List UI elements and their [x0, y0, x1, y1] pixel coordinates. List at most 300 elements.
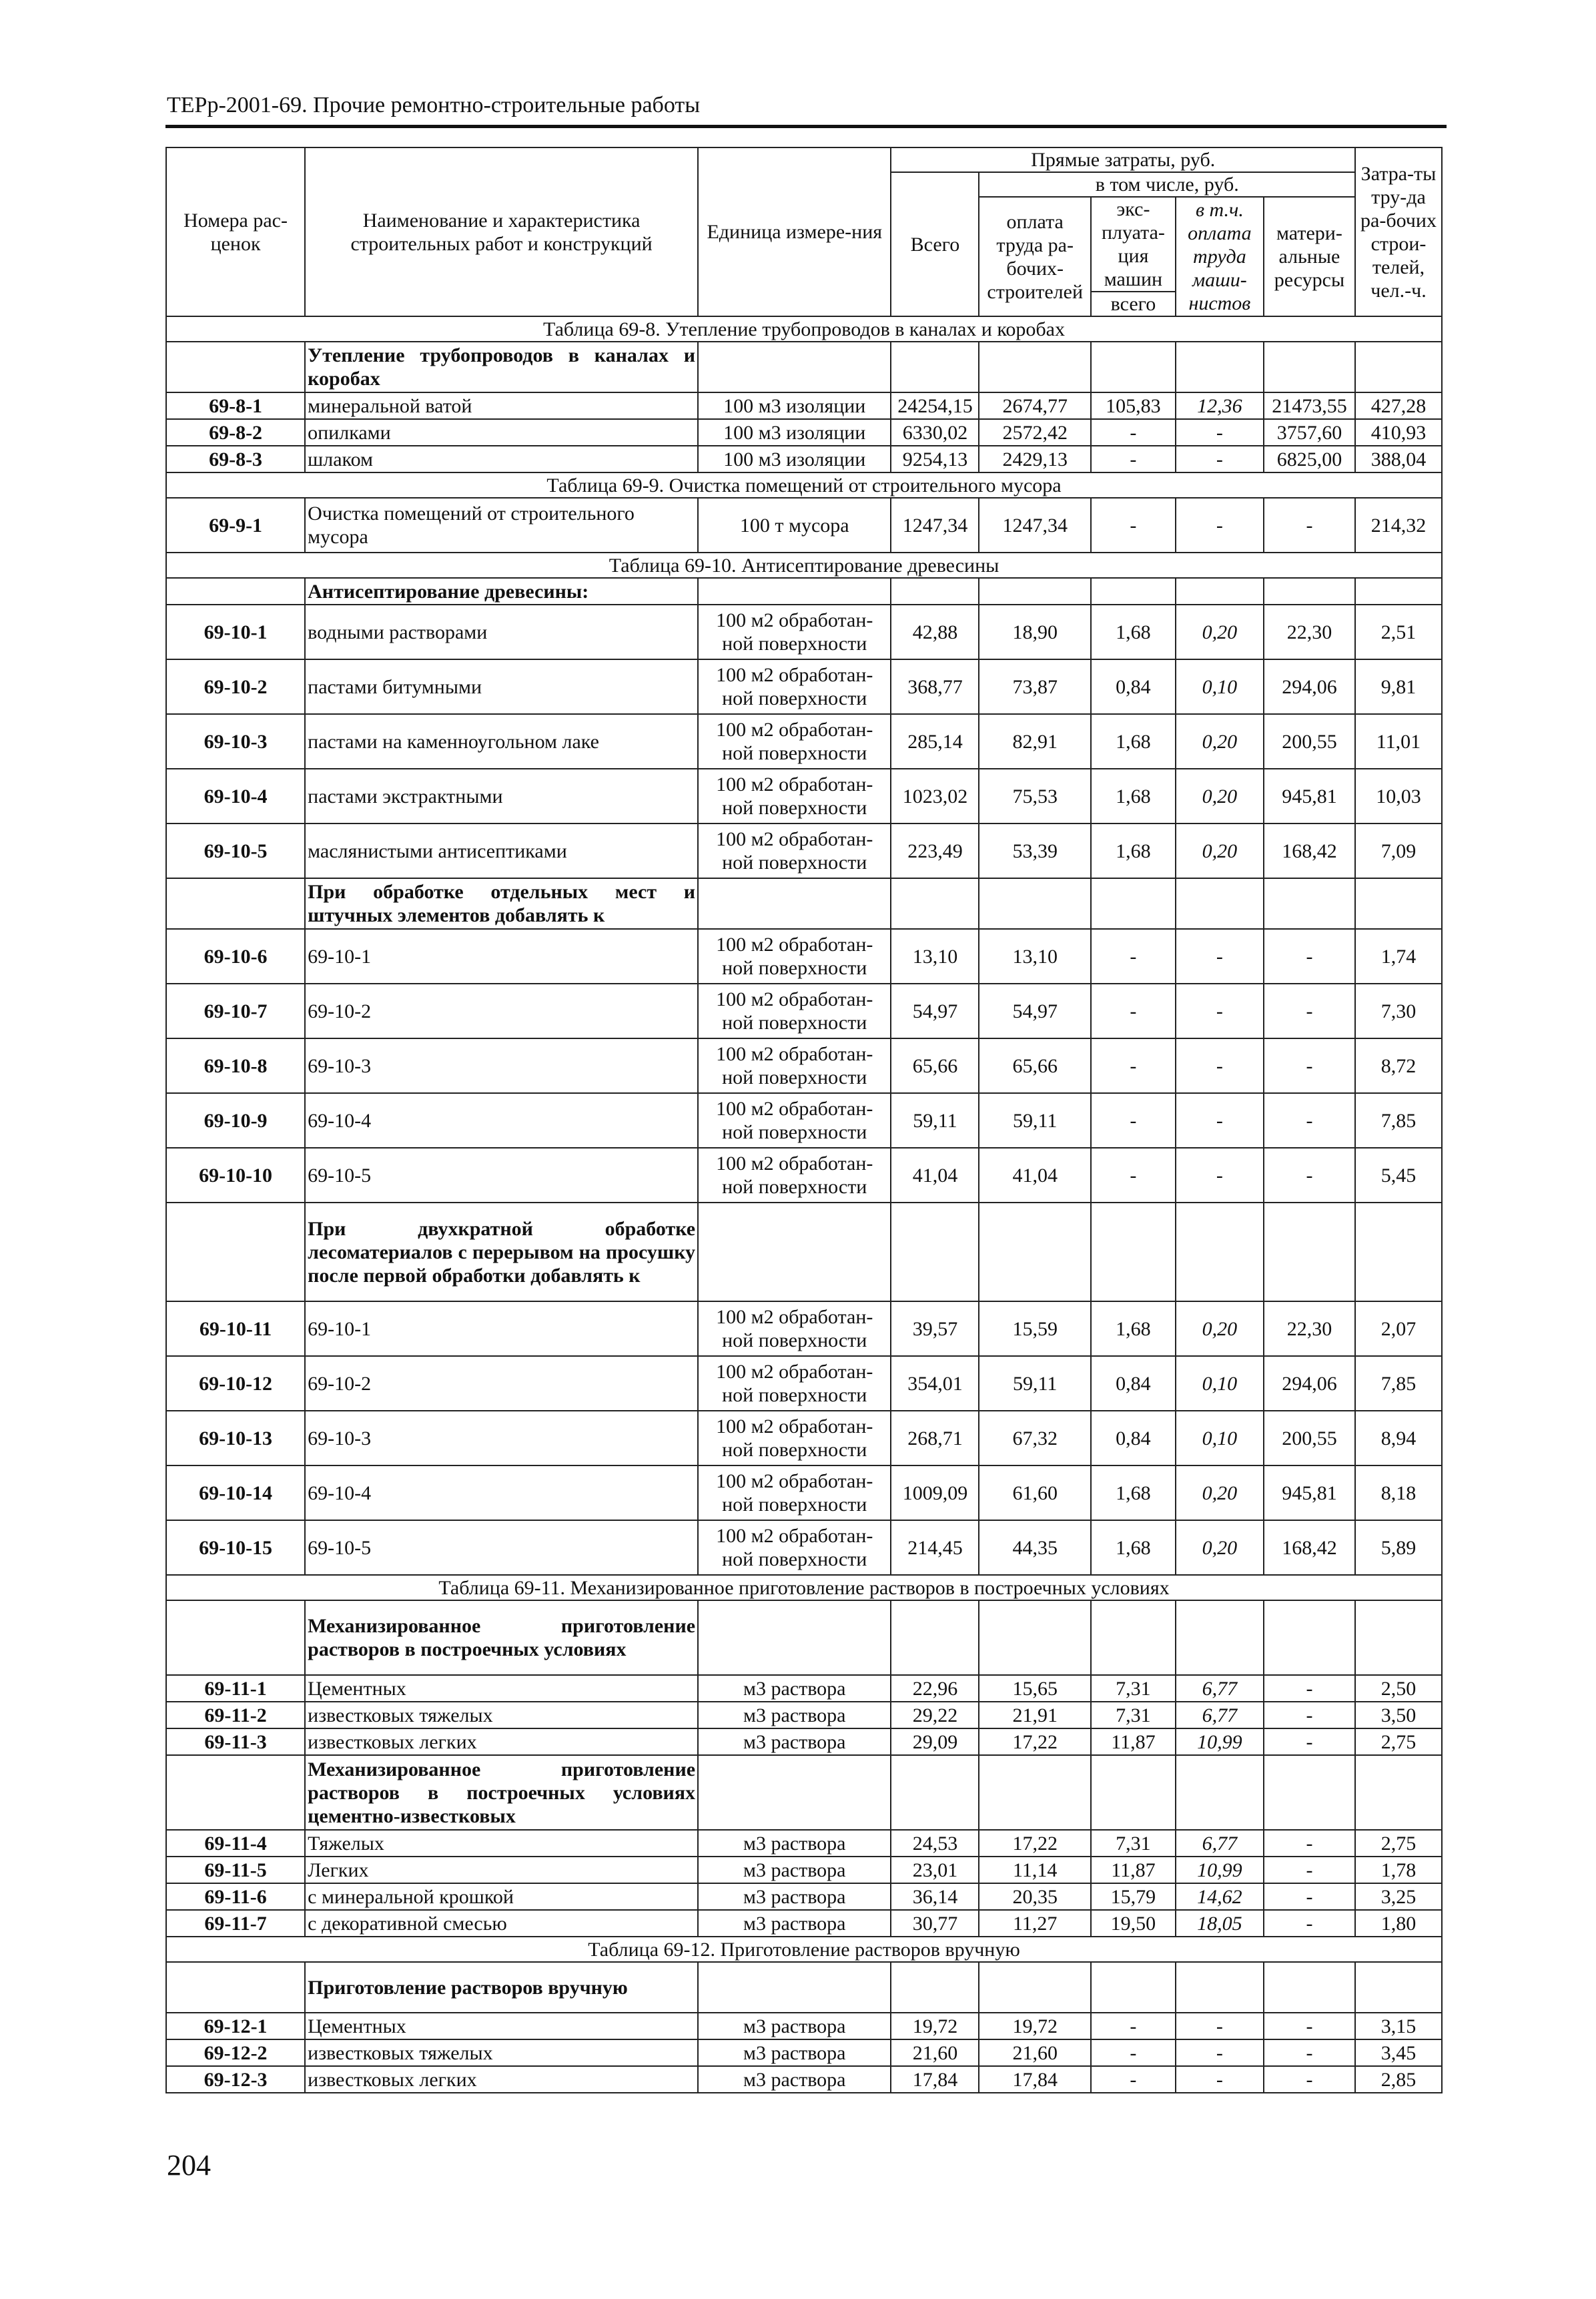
rate-code: 69-12-3 — [166, 2066, 305, 2093]
machinist-pay: - — [1176, 929, 1264, 984]
header-total: Всего — [891, 172, 979, 316]
table-row — [166, 446, 1442, 472]
group-empty-cell — [1264, 1600, 1355, 1675]
table-row — [166, 1702, 1442, 1728]
labor-pay: 15,59 — [979, 1301, 1091, 1356]
cost-total: 54,97 — [891, 984, 979, 1038]
rate-code: 69-10-13 — [166, 1411, 305, 1465]
labor-pay: 53,39 — [979, 824, 1091, 878]
unit-of-measure: 100 м2 обработан-ной поверхности — [698, 1356, 891, 1411]
machinist-pay: 0,20 — [1176, 1301, 1264, 1356]
machinist-pay: - — [1176, 419, 1264, 446]
machinist-pay: 10,99 — [1176, 1857, 1264, 1883]
work-name: известковых тяжелых — [305, 1702, 698, 1728]
labor-pay: 41,04 — [979, 1148, 1091, 1203]
header-machine-ops: экс-плуата-ция машин — [1091, 197, 1176, 292]
machine-ops-total: 7,31 — [1091, 1702, 1176, 1728]
cost-total: 19,72 — [891, 2013, 979, 2039]
group-row — [166, 1600, 1442, 1675]
work-name: 69-10-2 — [305, 984, 698, 1038]
labor-hours: 8,18 — [1355, 1465, 1442, 1520]
cost-total: 354,01 — [891, 1356, 979, 1411]
cost-total: 368,77 — [891, 659, 979, 714]
machine-ops-total: 15,79 — [1091, 1883, 1176, 1910]
rate-code: 69-10-11 — [166, 1301, 305, 1356]
header-name: Наименование и характеристика строительных работ и конструкций — [305, 147, 698, 316]
header-unit: Единица измере-ния — [698, 147, 891, 316]
table-row — [166, 984, 1442, 1038]
group-empty-cell — [891, 1755, 979, 1830]
machine-ops-total: - — [1091, 984, 1176, 1038]
title-rule — [165, 125, 1447, 128]
machinist-pay: 0,20 — [1176, 714, 1264, 769]
labor-pay: 2429,13 — [979, 446, 1091, 472]
rate-code: 69-11-6 — [166, 1883, 305, 1910]
group-empty-cell — [698, 878, 891, 929]
group-empty-cell — [1355, 342, 1442, 392]
group-code-cell — [166, 878, 305, 929]
table-section-title: Таблица 69-11. Механизированное приготовление растворов в построечных условиях — [166, 1575, 1442, 1600]
machinist-pay: 10,99 — [1176, 1728, 1264, 1755]
materials-cost: 945,81 — [1264, 769, 1355, 824]
unit-of-measure: м3 раствора — [698, 1675, 891, 1702]
table-row — [166, 714, 1442, 769]
group-empty-cell — [979, 1600, 1091, 1675]
work-name: шлаком — [305, 446, 698, 472]
table-row — [166, 1411, 1442, 1465]
cost-total: 41,04 — [891, 1148, 979, 1203]
work-name: минеральной ватой — [305, 392, 698, 419]
table-row — [166, 1301, 1442, 1356]
table-row — [166, 498, 1442, 553]
table-row — [166, 1093, 1442, 1148]
cost-total: 24,53 — [891, 1830, 979, 1857]
group-empty-cell — [1091, 1755, 1176, 1830]
labor-hours: 2,50 — [1355, 1675, 1442, 1702]
labor-hours: 3,15 — [1355, 2013, 1442, 2039]
machinist-pay: - — [1176, 2013, 1264, 2039]
labor-pay: 17,84 — [979, 2066, 1091, 2093]
group-empty-cell — [1091, 342, 1176, 392]
labor-hours: 8,94 — [1355, 1411, 1442, 1465]
labor-hours: 2,85 — [1355, 2066, 1442, 2093]
cost-total: 42,88 — [891, 605, 979, 659]
labor-hours: 3,45 — [1355, 2039, 1442, 2066]
unit-of-measure: 100 м3 изоляции — [698, 446, 891, 472]
machine-ops-total: 1,68 — [1091, 1520, 1176, 1575]
machine-ops-total: 1,68 — [1091, 824, 1176, 878]
cost-total: 24254,15 — [891, 392, 979, 419]
work-name: водными растворами — [305, 605, 698, 659]
materials-cost: - — [1264, 1910, 1355, 1937]
unit-of-measure: м3 раствора — [698, 2066, 891, 2093]
table-row — [166, 2039, 1442, 2066]
labor-hours: 2,75 — [1355, 1830, 1442, 1857]
unit-of-measure: 100 м2 обработан-ной поверхности — [698, 824, 891, 878]
labor-pay: 11,27 — [979, 1910, 1091, 1937]
unit-of-measure: 100 м2 обработан-ной поверхности — [698, 714, 891, 769]
cost-total: 29,09 — [891, 1728, 979, 1755]
group-empty-cell — [891, 1600, 979, 1675]
machinist-pay: 6,77 — [1176, 1702, 1264, 1728]
rate-code: 69-8-3 — [166, 446, 305, 472]
cost-total: 39,57 — [891, 1301, 979, 1356]
group-title: Механизированное приготовление растворов в построечных условиях — [305, 1600, 698, 1675]
rate-code: 69-10-15 — [166, 1520, 305, 1575]
work-name: 69-10-4 — [305, 1093, 698, 1148]
work-name: 69-10-2 — [305, 1356, 698, 1411]
unit-of-measure: 100 м2 обработан-ной поверхности — [698, 929, 891, 984]
machine-ops-total: 11,87 — [1091, 1857, 1176, 1883]
group-row — [166, 1203, 1442, 1301]
group-empty-cell — [698, 342, 891, 392]
labor-hours: 9,81 — [1355, 659, 1442, 714]
cost-total: 268,71 — [891, 1411, 979, 1465]
labor-hours: 3,50 — [1355, 1702, 1442, 1728]
unit-of-measure: 100 м2 обработан-ной поверхности — [698, 1038, 891, 1093]
rate-code: 69-12-1 — [166, 2013, 305, 2039]
machinist-pay: - — [1176, 1038, 1264, 1093]
table-row — [166, 1356, 1442, 1411]
machinist-pay: 6,77 — [1176, 1830, 1264, 1857]
machine-ops-total: 7,31 — [1091, 1830, 1176, 1857]
cost-total: 22,96 — [891, 1675, 979, 1702]
group-title: При двухкратной обработке лесоматериалов с перерывом на просушку после первой обработки добавлять к — [305, 1203, 698, 1301]
header-machine-ops-total: всего — [1091, 292, 1176, 316]
table-row — [166, 1038, 1442, 1093]
group-empty-cell — [698, 1600, 891, 1675]
rate-code: 69-11-4 — [166, 1830, 305, 1857]
rate-code: 69-10-3 — [166, 714, 305, 769]
group-empty-cell — [698, 1962, 891, 2013]
table-header — [166, 147, 1442, 316]
unit-of-measure: м3 раствора — [698, 1883, 891, 1910]
table-row — [166, 2066, 1442, 2093]
table-row — [166, 1857, 1442, 1883]
group-code-cell — [166, 342, 305, 392]
materials-cost: - — [1264, 984, 1355, 1038]
unit-of-measure: м3 раствора — [698, 1910, 891, 1937]
labor-pay: 17,22 — [979, 1830, 1091, 1857]
group-empty-cell — [1091, 1203, 1176, 1301]
rate-code: 69-10-6 — [166, 929, 305, 984]
labor-pay: 13,10 — [979, 929, 1091, 984]
group-empty-cell — [1264, 1962, 1355, 2013]
materials-cost: 200,55 — [1264, 1411, 1355, 1465]
materials-cost: 294,06 — [1264, 1356, 1355, 1411]
rate-code: 69-11-2 — [166, 1702, 305, 1728]
machinist-pay: 14,62 — [1176, 1883, 1264, 1910]
materials-cost: - — [1264, 498, 1355, 553]
labor-hours: 11,01 — [1355, 714, 1442, 769]
rate-code: 69-10-2 — [166, 659, 305, 714]
labor-hours: 1,80 — [1355, 1910, 1442, 1937]
machine-ops-total: - — [1091, 2013, 1176, 2039]
group-row — [166, 342, 1442, 392]
rate-code: 69-10-8 — [166, 1038, 305, 1093]
table-section-row — [166, 1575, 1442, 1600]
machinist-pay: - — [1176, 2066, 1264, 2093]
group-empty-cell — [698, 578, 891, 605]
materials-cost: - — [1264, 1038, 1355, 1093]
machinist-pay: 0,20 — [1176, 824, 1264, 878]
table-section-title: Таблица 69-9. Очистка помещений от строительного мусора — [166, 472, 1442, 498]
group-empty-cell — [979, 1962, 1091, 2013]
table-row — [166, 929, 1442, 984]
group-empty-cell — [979, 1203, 1091, 1301]
table-section-row — [166, 316, 1442, 342]
group-empty-cell — [698, 1755, 891, 1830]
group-empty-cell — [1176, 1203, 1264, 1301]
labor-pay: 15,65 — [979, 1675, 1091, 1702]
group-empty-cell — [1091, 1600, 1176, 1675]
labor-hours: 5,45 — [1355, 1148, 1442, 1203]
machine-ops-total: 1,68 — [1091, 1465, 1176, 1520]
work-name: Тяжелых — [305, 1830, 698, 1857]
labor-pay: 21,91 — [979, 1702, 1091, 1728]
machine-ops-total: 1,68 — [1091, 1301, 1176, 1356]
machinist-pay: 12,36 — [1176, 392, 1264, 419]
table-row — [166, 1883, 1442, 1910]
table-row — [166, 1465, 1442, 1520]
machinist-pay: 0,10 — [1176, 659, 1264, 714]
group-empty-cell — [1264, 878, 1355, 929]
machine-ops-total: - — [1091, 419, 1176, 446]
machinist-pay: 0,20 — [1176, 769, 1264, 824]
work-name: Цементных — [305, 2013, 698, 2039]
rate-code: 69-10-5 — [166, 824, 305, 878]
rate-code: 69-11-7 — [166, 1910, 305, 1937]
group-code-cell — [166, 1203, 305, 1301]
group-empty-cell — [1355, 1203, 1442, 1301]
group-empty-cell — [891, 1203, 979, 1301]
table-section-title: Таблица 69-8. Утепление трубопроводов в каналах и коробах — [166, 316, 1442, 342]
cost-total: 13,10 — [891, 929, 979, 984]
cost-total: 223,49 — [891, 824, 979, 878]
rate-code: 69-10-4 — [166, 769, 305, 824]
labor-hours: 410,93 — [1355, 419, 1442, 446]
rate-code: 69-11-5 — [166, 1857, 305, 1883]
cost-total: 21,60 — [891, 2039, 979, 2066]
rate-code: 69-10-12 — [166, 1356, 305, 1411]
materials-cost: 22,30 — [1264, 1301, 1355, 1356]
materials-cost: - — [1264, 2039, 1355, 2066]
unit-of-measure: м3 раствора — [698, 1830, 891, 1857]
cost-total: 30,77 — [891, 1910, 979, 1937]
materials-cost: 21473,55 — [1264, 392, 1355, 419]
labor-pay: 82,91 — [979, 714, 1091, 769]
table-row — [166, 1520, 1442, 1575]
materials-cost: 3757,60 — [1264, 419, 1355, 446]
group-empty-cell — [1264, 578, 1355, 605]
group-row — [166, 878, 1442, 929]
group-empty-cell — [891, 342, 979, 392]
labor-pay: 17,22 — [979, 1728, 1091, 1755]
group-empty-cell — [1355, 878, 1442, 929]
group-empty-cell — [1355, 1962, 1442, 2013]
work-name: пастами битумными — [305, 659, 698, 714]
work-name: 69-10-5 — [305, 1148, 698, 1203]
page-number: 204 — [167, 2149, 211, 2182]
labor-hours: 7,85 — [1355, 1356, 1442, 1411]
labor-pay: 65,66 — [979, 1038, 1091, 1093]
cost-total: 65,66 — [891, 1038, 979, 1093]
table-row — [166, 1910, 1442, 1937]
labor-hours: 427,28 — [1355, 392, 1442, 419]
machinist-pay: - — [1176, 498, 1264, 553]
header-code: Номера рас-ценок — [166, 147, 305, 316]
group-empty-cell — [1176, 1600, 1264, 1675]
table-row — [166, 1675, 1442, 1702]
table-row — [166, 1830, 1442, 1857]
cost-total: 29,22 — [891, 1702, 979, 1728]
materials-cost: 22,30 — [1264, 605, 1355, 659]
labor-hours: 7,30 — [1355, 984, 1442, 1038]
rate-code: 69-10-9 — [166, 1093, 305, 1148]
labor-pay: 20,35 — [979, 1883, 1091, 1910]
table-row — [166, 2013, 1442, 2039]
group-empty-cell — [1176, 342, 1264, 392]
work-name: 69-10-3 — [305, 1038, 698, 1093]
materials-cost: 200,55 — [1264, 714, 1355, 769]
group-title: Антисептирование древесины: — [305, 578, 698, 605]
machine-ops-total: 1,68 — [1091, 605, 1176, 659]
machinist-pay: 0,10 — [1176, 1356, 1264, 1411]
cost-total: 23,01 — [891, 1857, 979, 1883]
table-row — [166, 769, 1442, 824]
labor-hours: 8,72 — [1355, 1038, 1442, 1093]
rate-code: 69-10-10 — [166, 1148, 305, 1203]
materials-cost: 6825,00 — [1264, 446, 1355, 472]
cost-total: 214,45 — [891, 1520, 979, 1575]
group-title: Механизированное приготовление растворов в построечных условиях цементно-известковых — [305, 1755, 698, 1830]
work-name: с декоративной смесью — [305, 1910, 698, 1937]
labor-hours: 5,89 — [1355, 1520, 1442, 1575]
rate-code: 69-8-1 — [166, 392, 305, 419]
labor-hours: 1,78 — [1355, 1857, 1442, 1883]
labor-pay: 18,90 — [979, 605, 1091, 659]
group-code-cell — [166, 1962, 305, 2013]
group-empty-cell — [698, 1203, 891, 1301]
machine-ops-total: 0,84 — [1091, 659, 1176, 714]
unit-of-measure: 100 м2 обработан-ной поверхности — [698, 1301, 891, 1356]
machine-ops-total: 1,68 — [1091, 769, 1176, 824]
group-empty-cell — [1176, 1962, 1264, 2013]
machinist-pay: 0,20 — [1176, 1465, 1264, 1520]
labor-hours: 7,85 — [1355, 1093, 1442, 1148]
group-empty-cell — [1355, 1600, 1442, 1675]
labor-pay: 61,60 — [979, 1465, 1091, 1520]
machine-ops-total: 7,31 — [1091, 1675, 1176, 1702]
rate-code: 69-9-1 — [166, 498, 305, 553]
table-row — [166, 392, 1442, 419]
materials-cost: - — [1264, 1148, 1355, 1203]
machinist-pay: - — [1176, 1093, 1264, 1148]
group-empty-cell — [1091, 578, 1176, 605]
table-row — [166, 659, 1442, 714]
table-row — [166, 419, 1442, 446]
cost-total: 1247,34 — [891, 498, 979, 553]
group-title: Утепление трубопроводов в каналах и коробах — [305, 342, 698, 392]
work-name: пастами экстрактными — [305, 769, 698, 824]
materials-cost: - — [1264, 1675, 1355, 1702]
unit-of-measure: 100 м3 изоляции — [698, 419, 891, 446]
document-title: ТЕРр-2001-69. Прочие ремонтно-строительные работы — [167, 93, 701, 117]
group-empty-cell — [979, 1755, 1091, 1830]
group-empty-cell — [979, 878, 1091, 929]
cost-total: 1009,09 — [891, 1465, 979, 1520]
table-row — [166, 824, 1442, 878]
materials-cost: - — [1264, 1702, 1355, 1728]
table-row — [166, 605, 1442, 659]
header-including: в том числе, руб. — [979, 172, 1355, 197]
work-name: Очистка помещений от строительного мусора — [305, 498, 698, 553]
unit-of-measure: 100 м2 обработан-ной поверхности — [698, 1465, 891, 1520]
header-labor-cost: Затра-ты тру-да ра-бочих строи-телей, чел.-ч. — [1355, 147, 1442, 316]
labor-pay: 1247,34 — [979, 498, 1091, 553]
labor-pay: 44,35 — [979, 1520, 1091, 1575]
group-empty-cell — [979, 342, 1091, 392]
labor-pay: 59,11 — [979, 1093, 1091, 1148]
rate-code: 69-12-2 — [166, 2039, 305, 2066]
labor-hours: 214,32 — [1355, 498, 1442, 553]
cost-total: 285,14 — [891, 714, 979, 769]
table-section-title: Таблица 69-10. Антисептирование древесины — [166, 553, 1442, 578]
materials-cost: - — [1264, 2013, 1355, 2039]
unit-of-measure: 100 м2 обработан-ной поверхности — [698, 984, 891, 1038]
machine-ops-total: - — [1091, 1148, 1176, 1203]
work-name: известковых легких — [305, 2066, 698, 2093]
group-title: При обработке отдельных мест и штучных элементов добавлять к — [305, 878, 698, 929]
unit-of-measure: м3 раствора — [698, 1857, 891, 1883]
materials-cost: 294,06 — [1264, 659, 1355, 714]
group-row — [166, 1962, 1442, 2013]
materials-cost: - — [1264, 929, 1355, 984]
work-name: 69-10-1 — [305, 1301, 698, 1356]
work-name: пастами на каменноугольном лаке — [305, 714, 698, 769]
table-section-title: Таблица 69-12. Приготовление растворов вручную — [166, 1937, 1442, 1962]
labor-hours: 2,51 — [1355, 605, 1442, 659]
machine-ops-total: - — [1091, 2039, 1176, 2066]
labor-pay: 54,97 — [979, 984, 1091, 1038]
materials-cost: - — [1264, 1093, 1355, 1148]
materials-cost: 945,81 — [1264, 1465, 1355, 1520]
rates-table — [165, 147, 1443, 2093]
unit-of-measure: 100 м2 обработан-ной поверхности — [698, 769, 891, 824]
unit-of-measure: 100 м2 обработан-ной поверхности — [698, 1520, 891, 1575]
group-empty-cell — [1264, 1755, 1355, 1830]
rate-code: 69-8-2 — [166, 419, 305, 446]
group-code-cell — [166, 1600, 305, 1675]
work-name: Легких — [305, 1857, 698, 1883]
labor-hours: 2,75 — [1355, 1728, 1442, 1755]
group-empty-cell — [1176, 578, 1264, 605]
table-section-row — [166, 1937, 1442, 1962]
labor-hours: 388,04 — [1355, 446, 1442, 472]
materials-cost: - — [1264, 1883, 1355, 1910]
cost-total: 1023,02 — [891, 769, 979, 824]
group-empty-cell — [891, 1962, 979, 2013]
group-empty-cell — [1355, 578, 1442, 605]
rate-code: 69-10-14 — [166, 1465, 305, 1520]
labor-pay: 19,72 — [979, 2013, 1091, 2039]
work-name: с минеральной крошкой — [305, 1883, 698, 1910]
group-empty-cell — [1264, 1203, 1355, 1301]
header-materials: матери-альные ресурсы — [1264, 197, 1355, 316]
unit-of-measure: 100 м2 обработан-ной поверхности — [698, 1093, 891, 1148]
work-name: известковых тяжелых — [305, 2039, 698, 2066]
group-empty-cell — [979, 578, 1091, 605]
